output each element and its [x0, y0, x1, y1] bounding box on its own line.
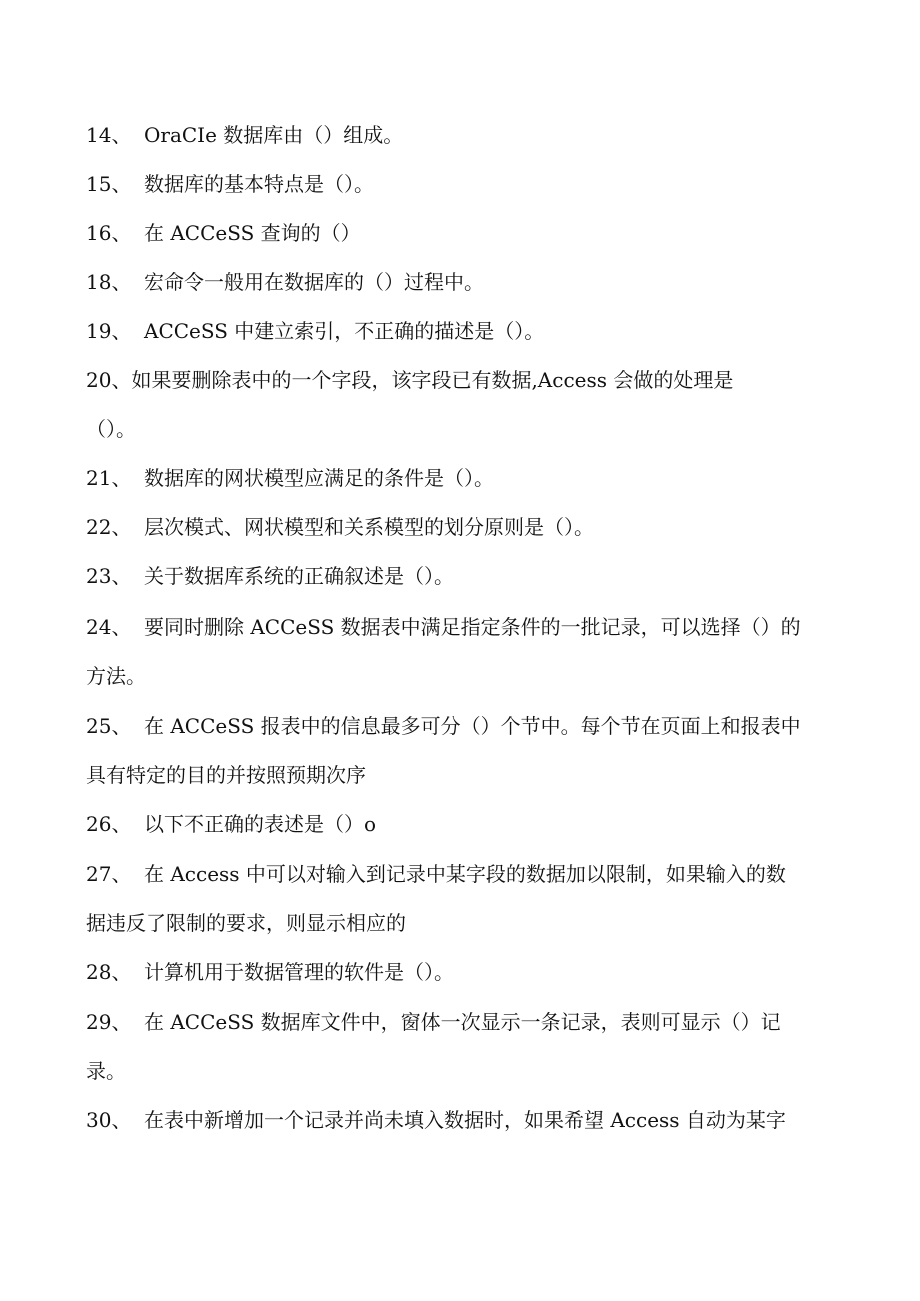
- question-number: 19、: [86, 319, 132, 343]
- question-20: [86, 356, 860, 405]
- question-number: 30、: [86, 1108, 132, 1132]
- question-text: 在表中新增加一个记录并尚未填入数据时，如果希望 Access 自动为某字: [144, 1108, 786, 1132]
- question-number: 15、: [86, 172, 132, 196]
- question-text: 关于数据库系统的正确叙述是（）。: [144, 564, 454, 588]
- question-text: 数据库的网状模型应满足的条件是（）。: [144, 466, 494, 490]
- question-number: 28、: [86, 960, 132, 984]
- question-number: 29、: [86, 1010, 132, 1034]
- question-23: [86, 552, 860, 601]
- question-29-continuation: 录。: [86, 1059, 126, 1083]
- question-number: 24、: [86, 615, 132, 639]
- question-15: [86, 160, 860, 209]
- question-27: [86, 850, 860, 899]
- question-number: 14、: [86, 123, 132, 147]
- question-text: 层次模式、网状模型和关系模型的划分原则是（）。: [144, 515, 594, 539]
- question-text: 在 ACCeSS 查询的（）: [144, 221, 361, 245]
- question-number: 27、: [86, 862, 132, 886]
- question-text: 在 ACCeSS 数据库文件中，窗体一次显示一条记录，表则可显示（）记: [144, 1010, 781, 1034]
- question-text: 宏命令一般用在数据库的（）过程中。: [144, 270, 484, 294]
- question-25: [86, 702, 860, 751]
- question-22: [86, 503, 860, 552]
- question-text: 计算机用于数据管理的软件是（）。: [144, 960, 454, 984]
- question-25-continuation: 具有特定的目的并按照预期次序: [86, 763, 366, 787]
- question-16: [86, 209, 860, 258]
- question-26: [86, 800, 860, 849]
- question-20-continuation: （）。: [86, 417, 136, 441]
- question-30: [86, 1096, 860, 1145]
- question-number: 22、: [86, 515, 132, 539]
- question-number: 23、: [86, 564, 132, 588]
- question-text: 在 ACCeSS 报表中的信息最多可分（）个节中。每个节在页面上和报表中: [144, 714, 801, 738]
- question-text: OraCIe 数据库由（）组成。: [144, 123, 404, 147]
- question-number: 25、: [86, 714, 132, 738]
- question-18: [86, 258, 860, 307]
- question-number: 21、: [86, 466, 132, 490]
- question-24-continuation: 方法。: [86, 664, 146, 688]
- question-text: 在 Access 中可以对输入到记录中某字段的数据加以限制，如果输入的数: [144, 862, 786, 886]
- question-number: 18、: [86, 270, 132, 294]
- question-text: ACCeSS 中建立索引，不正确的描述是（）。: [144, 319, 545, 343]
- question-text: 如果要删除表中的一个字段，该字段已有数据,Access 会做的处理是: [131, 368, 734, 392]
- question-number: 16、: [86, 221, 132, 245]
- question-number: 20、: [86, 368, 132, 392]
- question-19: [86, 307, 860, 356]
- question-28: [86, 948, 860, 997]
- question-21: [86, 454, 860, 503]
- question-24: [86, 603, 860, 652]
- question-29: [86, 998, 860, 1047]
- question-text: 要同时删除 ACCeSS 数据表中满足指定条件的一批记录，可以选择（）的: [144, 615, 801, 639]
- question-text: 以下不正确的表述是（）o: [144, 812, 377, 836]
- question-14: [86, 111, 860, 160]
- question-27-continuation: 据违反了限制的要求，则显示相应的: [86, 911, 406, 935]
- question-text: 数据库的基本特点是（）。: [144, 172, 374, 196]
- question-number: 26、: [86, 812, 132, 836]
